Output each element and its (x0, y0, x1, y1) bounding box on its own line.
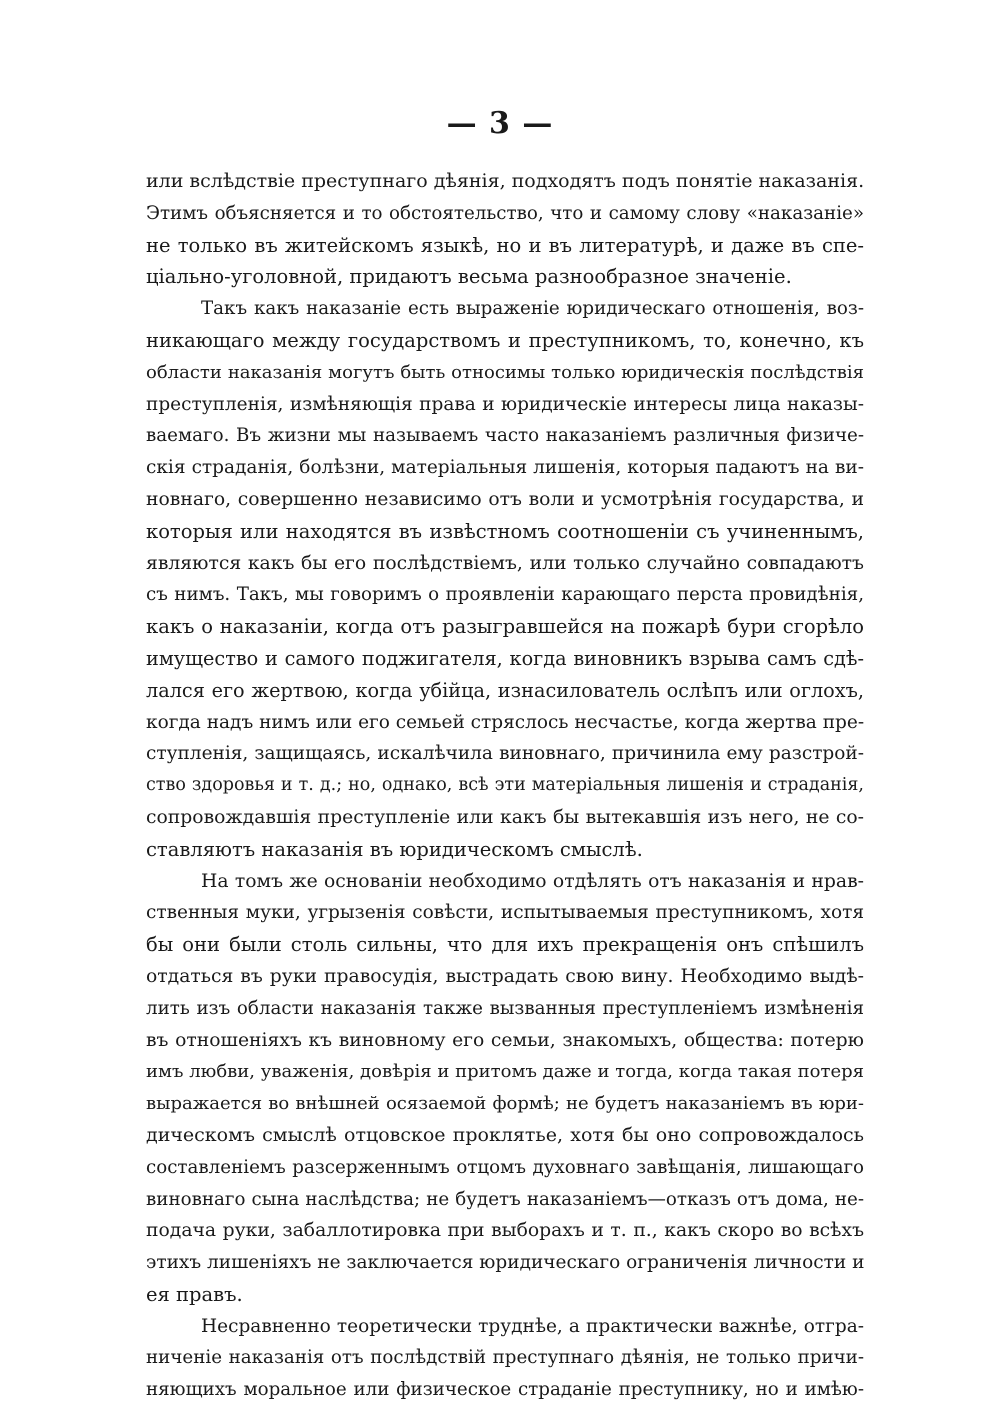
text-line: бы они были столь сильны, что для ихъ прекращенія онъ спѣшилъ (146, 933, 864, 957)
text-line: этихъ лишеніяхъ не заключается юридическаго ограниченія личности и (146, 1252, 864, 1274)
text-line: преступленія, измѣняющія права и юридическіе интересы лица наказы- (146, 393, 864, 415)
text-line: ниченіе наказанія отъ послѣдствій преступнаго дѣянія, не только причи- (146, 1347, 864, 1369)
text-line: няющихъ моральное или физическое страданіе преступнику, но и имѣю- (146, 1379, 864, 1401)
text-line: лить изъ области наказанія также вызванныя преступленіемъ измѣненія (146, 997, 864, 1019)
text-line: ступленія, защищаясь, искалѣчила виновнаго, причинила ему разстрой- (146, 743, 864, 765)
text-line: имъ любви, уваженія, довѣрія и притомъ даже и тогда, когда такая потеря (146, 1061, 864, 1083)
text-line: На томъ же основаніи необходимо отдѣлять отъ наказанія и нрав- (201, 870, 864, 892)
text-line: новнаго, совершенно независимо отъ воли и усмотрѣнія государства, и (146, 488, 864, 510)
text-line: отдаться въ руки правосудія, выстрадать свою вину. Необходимо выдѣ- (146, 965, 864, 987)
text-line: ея правъ. (146, 1282, 243, 1306)
text-line: являются какъ бы его послѣдствіемъ, или только случайно совпадаютъ (146, 552, 864, 574)
text-line: составленіемъ разсерженнымъ отцомъ духовнаго завѣщанія, лишающаго (146, 1156, 864, 1178)
text-line: Такъ какъ наказаніе есть выраженіе юридическаго отношенія, воз- (201, 298, 864, 320)
body-text (146, 166, 864, 1406)
text-line: сопровождавшія преступленіе или какъ бы вытекавшія изъ него, не со- (146, 806, 864, 828)
text-line: не только въ житейскомъ языкѣ, но и въ литературѣ, и даже въ спе- (146, 233, 864, 257)
text-line: области наказанія могутъ быть относимы только юридическія послѣдствія (146, 361, 864, 383)
text-line: ство здоровья и т. д.; но, однако, всѣ эти матеріальныя лишенія и страданія, (146, 775, 864, 796)
text-line: ставляютъ наказанія въ юридическомъ смыслѣ. (146, 837, 643, 861)
text-line: которыя или находятся въ извѣстномъ соотношеніи съ учиненнымъ, (146, 519, 864, 543)
text-line: какъ о наказаніи, когда отъ разыгравшейся на пожарѣ бури сгорѣло (146, 615, 864, 639)
text-line: съ нимъ. Такъ, мы говоримъ о проявленіи карающаго перста провидѣнія, (146, 584, 864, 606)
text-line: ціально-уголовной, придаютъ весьма разнообразное значеніе. (146, 265, 792, 289)
text-line: Этимъ объясняется и то обстоятельство, что и самому слову «наказаніе» (146, 202, 864, 224)
text-line: выражается во внѣшней осязаемой формѣ; не будетъ наказаніемъ въ юри- (146, 1093, 864, 1115)
text-line: ваемаго. Въ жизни мы называемъ часто наказаніемъ различныя физиче- (146, 425, 864, 447)
text-line: лался его жертвою, когда убійца, изнасилователь ослѣпъ или оглохъ, (146, 678, 864, 702)
text-line: скія страданія, болѣзни, матеріальныя лишенія, которыя падаютъ на ви- (146, 457, 864, 479)
text-line: ственныя муки, угрызенія совѣсти, испытываемыя преступникомъ, хотя (146, 902, 864, 924)
text-line: Несравненно теоретически труднѣе, а практически важнѣе, отгра- (201, 1315, 864, 1337)
text-line: никающаго между государствомъ и преступникомъ, то, конечно, къ (146, 328, 864, 352)
text-line: или вслѣдствіе преступнаго дѣянія, подходятъ подъ понятіе наказанія. (146, 170, 864, 192)
text-line: подача руки, забаллотировка при выборахъ и т. п., какъ скоро во всѣхъ (146, 1220, 864, 1242)
text-line: имущество и самого поджигателя, когда виновникъ взрыва самъ сдѣ- (146, 646, 864, 670)
page-number: — 3 — (446, 106, 554, 141)
text-line: въ отношеніяхъ къ виновному его семьи, знакомыхъ, общества: потерю (146, 1029, 864, 1051)
text-line: виновнаго сына наслѣдства; не будетъ наказаніемъ—отказъ отъ дома, не- (146, 1188, 864, 1210)
text-line: дическомъ смыслѣ отцовское проклятье, хотя бы оно сопровождалось (146, 1123, 864, 1146)
text-line: когда надъ нимъ или его семьей стряслось несчастье, когда жертва пре- (146, 711, 864, 733)
